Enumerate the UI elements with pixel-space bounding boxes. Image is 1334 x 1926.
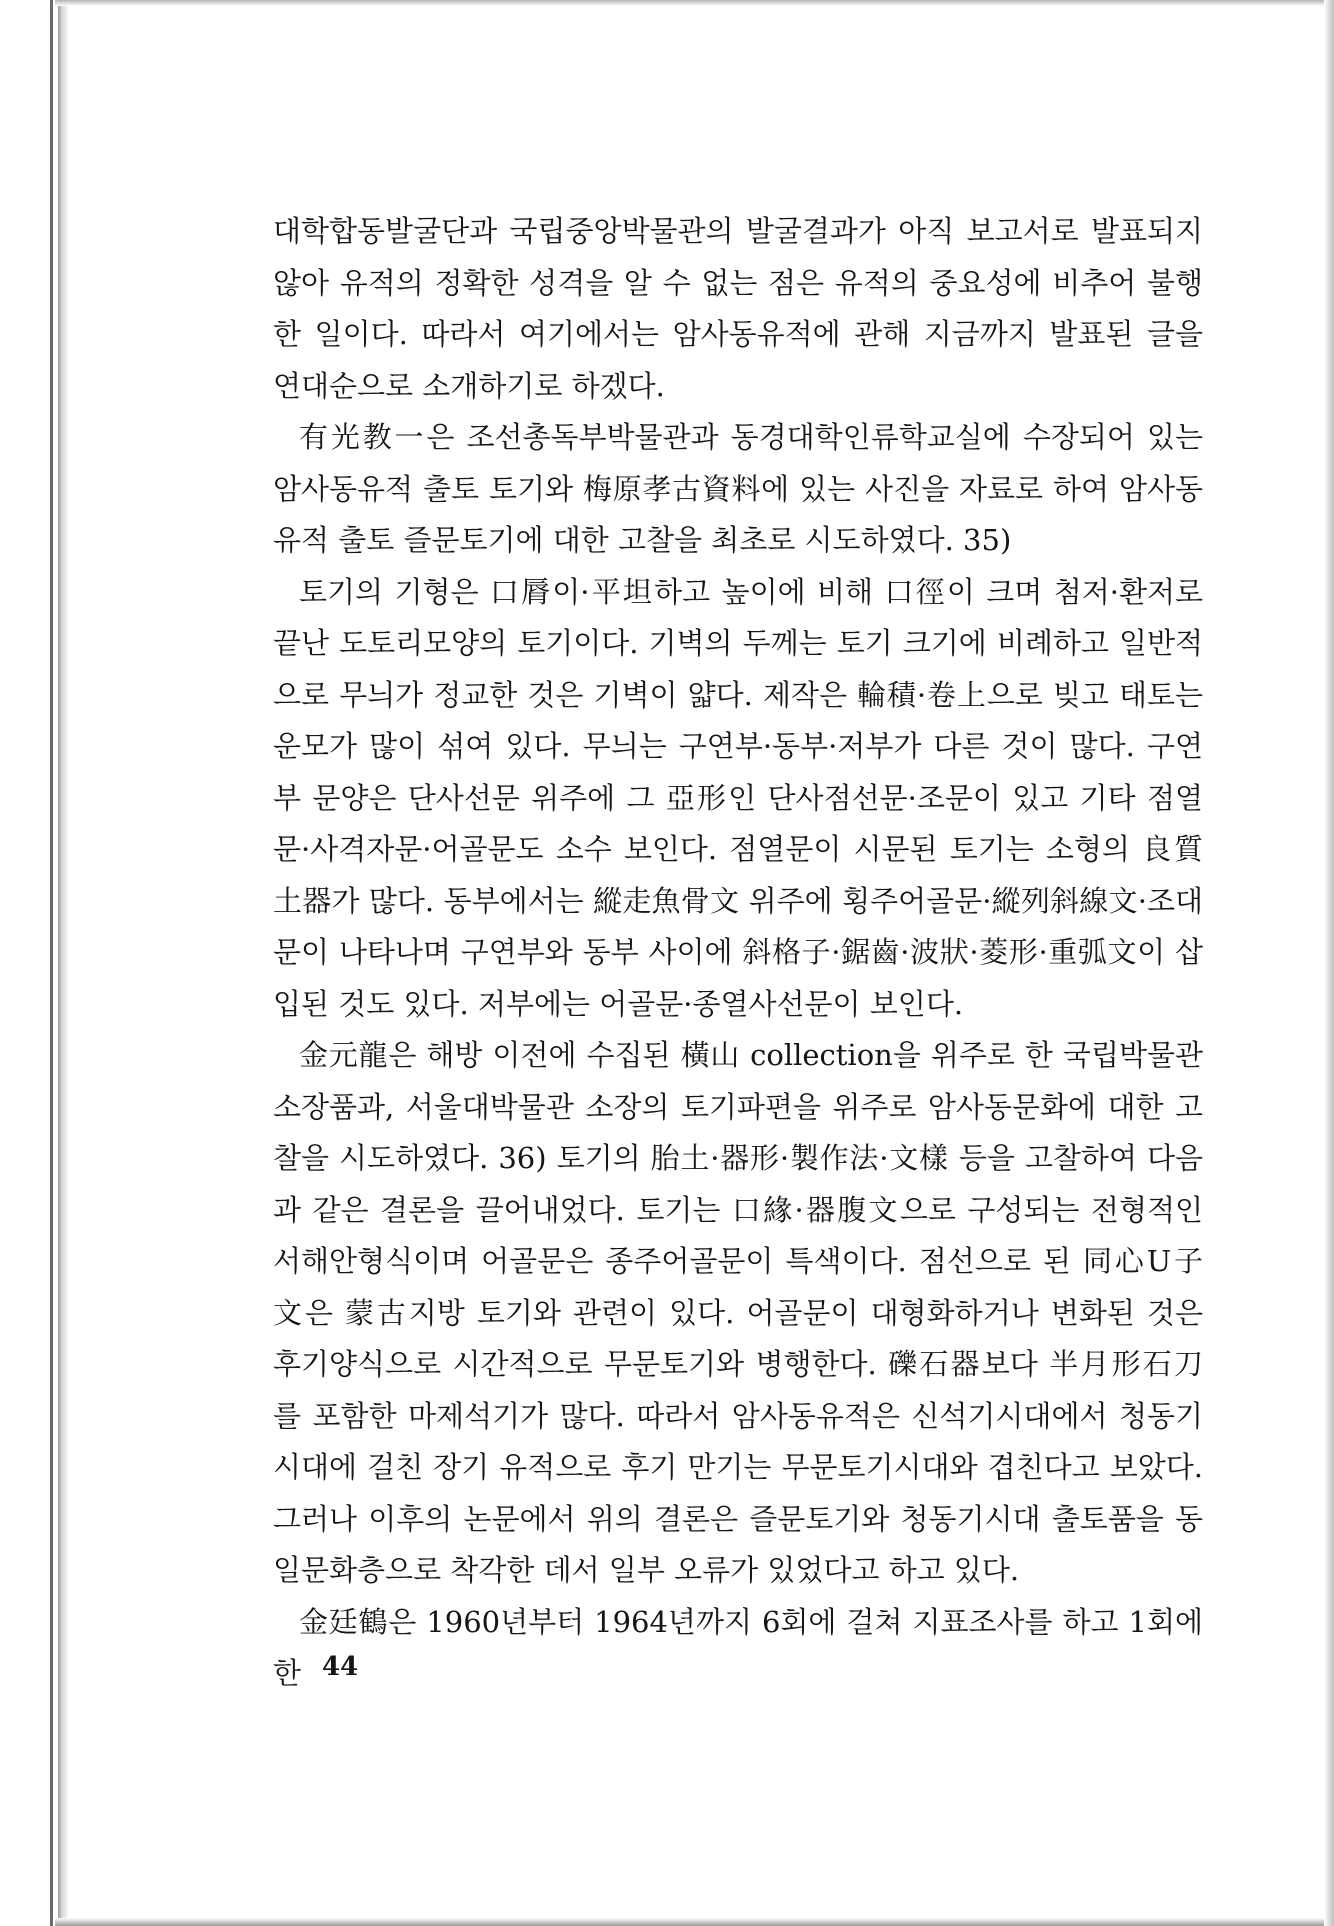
- book-spine-edge: [50, 0, 53, 1926]
- paragraph-2: 有光教一은 조선총독부박물관과 동경대학인류학교실에 수장되어 있는 암사동유적 출토 토기와 梅原孝古資料에 있는 사진을 자료로 하여 암사동유적 출토 즐문토기에 대한 고찰을 최초로 시도하였다. 35): [273, 420, 1203, 557]
- page-right-edge: [1324, 0, 1334, 1926]
- paragraph-1: 대학합동발굴단과 국립중앙박물관의 발굴결과가 아직 보고서로 발표되지 않아 유적의 정확한 성격을 알 수 없는 점은 유적의 중요성에 비추어 불행한 일이다. 따라서 여기에서는 암사동유적에 관해 지금까지 발표된 글을 연대순으로 소개하기로 하겠다.: [273, 214, 1203, 403]
- body-text: [273, 206, 1203, 1700]
- page-bottom-edge: [55, 1918, 1334, 1926]
- page-top-edge: [55, 0, 1334, 6]
- paragraph-4: 金元龍은 해방 이전에 수집된 橫山 collection을 위주로 한 국립박물관 소장품과, 서울대박물관 소장의 토기파편을 위주로 암사동문화에 대한 고찰을 시도하였다. 36) 토기의 胎土·器形·製作法·文樣 등을 고찰하여 다음과 같은 결론을 끌어내었다. 토기는 口緣·器腹文으로 구성되는 전형적인 서해안형식이며 어골문은 종주어골문이 특색이다. 점선으로 된 同心U子文은 蒙古지방 토기와 관련이 있다. 어골문이 대형화하거나 변화된 것은 후기양식으로 시간적으로 무문토기와 병행한다. 礫石器보다 半月形石刀를 포함한 마제석기가 많다. 따라서 암사동유적은 신석기시대에서 청동기시대에 걸친 장기 유적으로 후기 만기는 무문토기시대와 겹친다고 보았다. 그러나 이후의 논문에서 위의 결론은 즐문토기와 청동기시대 출토품을 동일문화층으로 착각한 데서 일부 오류가 있었다고 하고 있다.: [273, 1038, 1203, 1587]
- page-number: 44: [322, 1652, 359, 1682]
- book-gutter-shadow: [58, 0, 68, 1926]
- paragraph-5: 金廷鶴은 1960년부터 1964년까지 6회에 걸쳐 지표조사를 하고 1회에 한: [273, 1604, 1203, 1690]
- paragraph-3: 토기의 기형은 口脣이·平坦하고 높이에 비해 口徑이 크며 첨저·환저로 끝난 도토리모양의 토기이다. 기벽의 두께는 토기 크기에 비례하고 일반적으로 무늬가 정교한 것은 기벽이 얇다. 제작은 輪積·卷上으로 빚고 태토는 운모가 많이 섞여 있다. 무늬는 구연부·동부·저부가 다른 것이 많다. 구연부 문양은 단사선문 위주에 그 亞形인 단사점선문·조문이 있고 기타 점열문·사격자문·어골문도 소수 보인다. 점열문이 시문된 토기는 소형의 良質土器가 많다. 동부에서는 縱走魚骨文 위주에 횡주어골문·縱列斜線文·조대문이 나타나며 구연부와 동부 사이에 斜格子·鋸齒·波狀·菱形·重弧文이 삽입된 것도 있다. 저부에는 어골문·종열사선문이 보인다.: [273, 574, 1203, 1021]
